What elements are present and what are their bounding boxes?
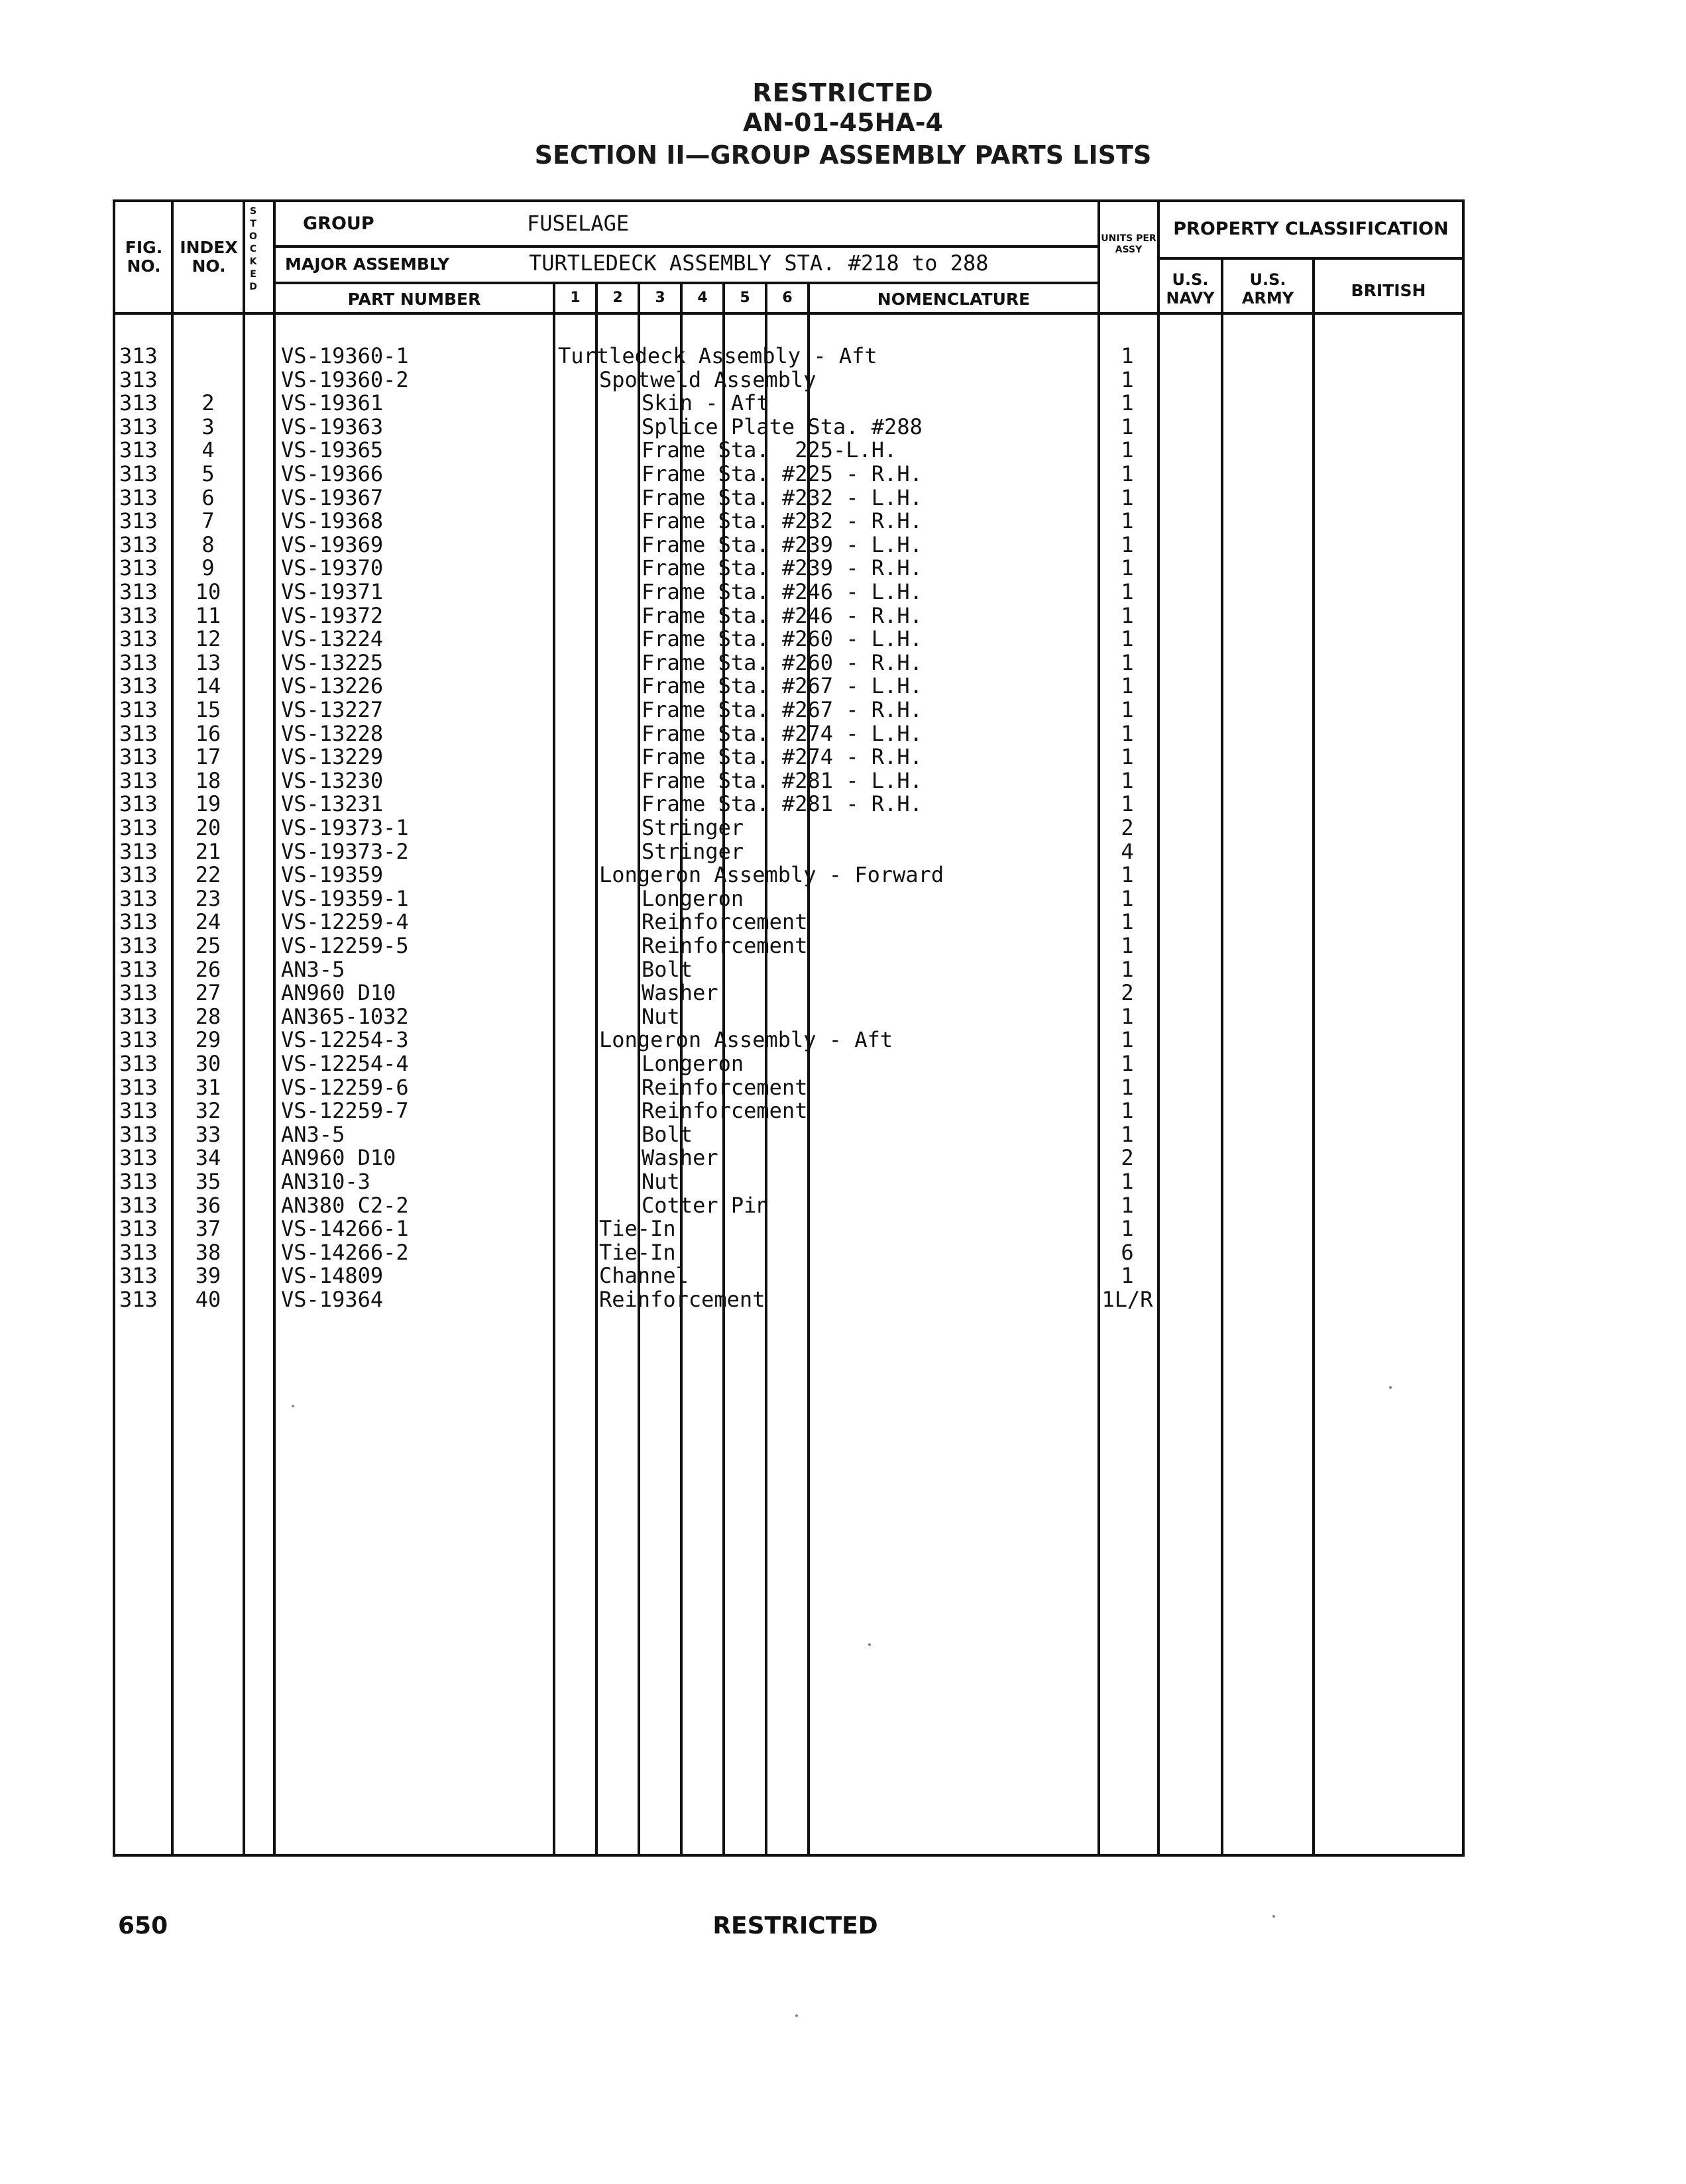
part-number-cell: VS-12259-5: [281, 933, 409, 958]
fig-no-cell: 313: [119, 414, 158, 439]
fig-no-cell: 313: [119, 791, 158, 816]
level-4-header: 4: [697, 290, 708, 306]
fig-no-cell: 313: [119, 1287, 158, 1312]
us-navy-header: U.S. NAVY: [1166, 270, 1215, 307]
units-cell: 1: [1121, 1263, 1134, 1288]
units-cell: 1L/R: [1101, 1287, 1153, 1312]
units-cell: 6: [1121, 1240, 1134, 1265]
fig-no-cell: 313: [119, 579, 158, 604]
index-no-cell: 15: [195, 697, 221, 722]
units-navy-divider: [1157, 199, 1160, 1857]
units-cell: 1: [1121, 957, 1134, 982]
part-number-cell: VS-19363: [281, 414, 384, 439]
nomenclature-cell: Frame Sta. #281 - R.H.: [642, 791, 923, 816]
nomenclature-cell: Skin - Aft: [642, 390, 769, 415]
index-no-cell: 18: [195, 768, 221, 793]
units-cell: 1: [1121, 1216, 1134, 1241]
units-cell: 1: [1121, 909, 1134, 934]
units-cell: 2: [1121, 1145, 1134, 1170]
nomenclature-cell: Frame Sta. #246 - L.H.: [642, 579, 923, 604]
units-cell: 1: [1121, 343, 1134, 368]
index-no-cell: 2: [201, 390, 215, 415]
group-value: FUSELAGE: [527, 211, 630, 236]
units-cell: 1: [1121, 579, 1134, 604]
nomenclature-cell: Nut: [642, 1169, 680, 1194]
stocked-letter: K: [249, 256, 257, 267]
units-per-assy-header: UNITS PER ASSY: [1101, 233, 1156, 255]
part-number-cell: VS-19370: [281, 555, 384, 580]
nomenclature-cell: Frame Sta. #267 - R.H.: [642, 697, 923, 722]
nomenclature-cell: Washer: [642, 1145, 718, 1170]
fig-no-cell: 313: [119, 1075, 158, 1100]
fig-no-cell: 313: [119, 768, 158, 793]
units-cell: 1: [1121, 437, 1134, 463]
part-number-cell: AN960 D10: [281, 1145, 396, 1170]
nomenclature-cell: Longeron Assembly - Forward: [599, 862, 944, 887]
part-number-cell: VS-13225: [281, 650, 384, 675]
fig-no-cell: 313: [119, 815, 158, 840]
index-no-cell: 31: [195, 1075, 221, 1100]
fig-no-cell: 313: [119, 485, 158, 510]
level1-level2-divider: [595, 282, 598, 1857]
units-cell: 1: [1121, 791, 1134, 816]
index-no-cell: 16: [195, 721, 221, 746]
nomenclature-cell: Reinforcement: [642, 1075, 808, 1100]
units-cell: 1: [1121, 1169, 1134, 1194]
nomenclature-cell: Frame Sta. #239 - L.H.: [642, 532, 923, 557]
nomenclature-cell: Reinforcement: [599, 1287, 765, 1312]
restricted-marking-top: RESTRICTED: [752, 78, 934, 107]
fig-no-cell: 313: [119, 673, 158, 698]
part-number-cell: VS-19373-2: [281, 839, 409, 864]
units-cell: 1: [1121, 1193, 1134, 1218]
nomenclature-cell: Reinforcement: [642, 1098, 808, 1123]
index-no-cell: 32: [195, 1098, 221, 1123]
units-cell: 1: [1121, 1004, 1134, 1029]
part-number-cell: VS-13228: [281, 721, 384, 746]
units-cell: 1: [1121, 1027, 1134, 1052]
fig-no-cell: 313: [119, 1216, 158, 1241]
level-2-header: 2: [612, 290, 623, 306]
part-number-cell: VS-13230: [281, 768, 384, 793]
table-bottom-rule: [113, 1854, 1465, 1857]
units-cell: 1: [1121, 862, 1134, 887]
part-number-cell: VS-19364: [281, 1287, 384, 1312]
index-no-cell: 26: [195, 957, 221, 982]
index-no-cell: [176, 345, 240, 368]
part-number-cell: VS-19359-1: [281, 886, 409, 911]
stocked-letter: E: [250, 269, 256, 280]
fig-no-cell: 313: [119, 886, 158, 911]
index-no-cell: 13: [195, 650, 221, 675]
units-cell: 4: [1121, 839, 1134, 864]
scan-speck: [1272, 1915, 1275, 1918]
part-number-cell: VS-14266-1: [281, 1216, 409, 1241]
part-number-cell: VS-14266-2: [281, 1240, 409, 1265]
fig-no-cell: 313: [119, 1051, 158, 1076]
fig-no-cell: 313: [119, 626, 158, 651]
units-cell: 1: [1121, 886, 1134, 911]
document-number: AN-01-45HA-4: [743, 108, 943, 137]
part-number-cell: VS-12254-4: [281, 1051, 409, 1076]
index-no-cell: 28: [195, 1004, 221, 1029]
fig-no-cell: 313: [119, 555, 158, 580]
index-no-cell: 4: [201, 437, 215, 463]
index-no-cell: 29: [195, 1027, 221, 1052]
major-assembly-row-rule: [275, 282, 1100, 284]
nomenclature-cell: Frame Sta. #246 - R.H.: [642, 603, 923, 628]
fig-no-cell: 313: [119, 1145, 158, 1170]
nomenclature-cell: Bolt: [642, 1122, 693, 1147]
us-army-header: U.S. ARMY: [1241, 270, 1294, 307]
nomenclature-cell: Longeron: [642, 1051, 744, 1076]
nomenclature-cell: Tie-In: [599, 1240, 676, 1265]
restricted-marking-bottom: RESTRICTED: [712, 1912, 878, 1939]
table-left-rule: [113, 199, 115, 1857]
part-number-cell: VS-19369: [281, 532, 384, 557]
units-cell: 2: [1121, 980, 1134, 1005]
part-number-cell: AN365-1032: [281, 1004, 409, 1029]
fig-no-cell: 313: [119, 437, 158, 463]
fig-no-header: FIG. NO.: [125, 238, 163, 276]
scan-speck: [292, 1405, 294, 1407]
index-no-cell: 5: [201, 461, 215, 486]
level-6-header: 6: [782, 290, 793, 306]
fig-no-cell: 313: [119, 980, 158, 1005]
part-level1-divider: [553, 282, 555, 1857]
group-row-rule: [275, 245, 1100, 248]
stocked-part-divider: [273, 199, 276, 1857]
units-cell: 1: [1121, 555, 1134, 580]
fig-no-cell: 313: [119, 1169, 158, 1194]
nomenclature-cell: Cotter Pin: [642, 1193, 769, 1218]
nomenclature-cell: Frame Sta. #267 - L.H.: [642, 673, 923, 698]
fig-no-cell: 313: [119, 697, 158, 722]
part-number-cell: AN3-5: [281, 1122, 345, 1147]
index-no-cell: 3: [201, 414, 215, 439]
fig-no-cell: 313: [119, 839, 158, 864]
part-number-cell: VS-19366: [281, 461, 384, 486]
index-stocked-divider: [243, 199, 245, 1857]
index-no-cell: 21: [195, 839, 221, 864]
index-no-cell: 25: [195, 933, 221, 958]
fig-no-cell: 313: [119, 721, 158, 746]
fig-no-cell: 313: [119, 1122, 158, 1147]
units-cell: 1: [1121, 933, 1134, 958]
units-cell: 1: [1121, 697, 1134, 722]
index-no-cell: 27: [195, 980, 221, 1005]
units-cell: 1: [1121, 414, 1134, 439]
units-cell: 1: [1121, 390, 1134, 415]
nomenclature-cell: Frame Sta. #232 - R.H.: [642, 508, 923, 533]
index-no-cell: 34: [195, 1145, 221, 1170]
index-no-cell: 9: [201, 555, 215, 580]
table-top-rule: [113, 199, 1465, 202]
part-number-cell: VS-14809: [281, 1263, 384, 1288]
units-cell: 1: [1121, 1051, 1134, 1076]
nomenclature-cell: Frame Sta. #225 - R.H.: [642, 461, 923, 486]
part-number-cell: VS-12254-3: [281, 1027, 409, 1052]
part-number-cell: VS-19371: [281, 579, 384, 604]
index-no-cell: 14: [195, 673, 221, 698]
nomenclature-cell: Splice Plate Sta. #288: [642, 414, 923, 439]
fig-no-cell: 313: [119, 1240, 158, 1265]
stocked-letter: S: [249, 206, 257, 217]
part-number-cell: VS-19373-1: [281, 815, 409, 840]
fig-no-cell: 313: [119, 957, 158, 982]
index-no-cell: 35: [195, 1169, 221, 1194]
british-header: BRITISH: [1351, 281, 1426, 300]
fig-no-cell: 313: [119, 1004, 158, 1029]
nomenclature-cell: Frame Sta. #260 - L.H.: [642, 626, 923, 651]
fig-index-divider: [171, 199, 174, 1857]
fig-no-cell: 313: [119, 508, 158, 533]
units-cell: 1: [1121, 603, 1134, 628]
part-number-cell: VS-12259-7: [281, 1098, 409, 1123]
index-no-cell: 20: [195, 815, 221, 840]
index-no-cell: 39: [195, 1263, 221, 1288]
fig-no-cell: 313: [119, 367, 158, 392]
nomenclature-cell: Frame Sta. #274 - L.H.: [642, 721, 923, 746]
part-number-cell: VS-13229: [281, 744, 384, 769]
nomenclature-cell: Nut: [642, 1004, 680, 1029]
part-number-cell: VS-19368: [281, 508, 384, 533]
units-cell: 1: [1121, 508, 1134, 533]
units-cell: 1: [1121, 485, 1134, 510]
stocked-header: [245, 205, 261, 294]
nomenclature-cell: Frame Sta. 225-L.H.: [642, 437, 897, 463]
fig-no-cell: 313: [119, 461, 158, 486]
section-title: SECTION II—GROUP ASSEMBLY PARTS LISTS: [534, 140, 1152, 170]
fig-no-cell: 313: [119, 744, 158, 769]
nomenclature-cell: Channel: [599, 1263, 689, 1288]
index-no-cell: 17: [195, 744, 221, 769]
stocked-letter: O: [249, 231, 257, 242]
nomenclature-cell: Tie-In: [599, 1216, 676, 1241]
nomenclature-cell: Longeron: [642, 886, 744, 911]
fig-no-cell: 313: [119, 603, 158, 628]
nomenclature-cell: Stringer: [642, 815, 744, 840]
index-no-cell: 22: [195, 862, 221, 887]
part-number-cell: AN3-5: [281, 957, 345, 982]
nomenclature-cell: Frame Sta. #281 - L.H.: [642, 768, 923, 793]
index-no-cell: 30: [195, 1051, 221, 1076]
index-no-cell: 6: [201, 485, 215, 510]
nomenclature-cell: Frame Sta. #239 - R.H.: [642, 555, 923, 580]
part-number-cell: VS-13224: [281, 626, 384, 651]
fig-no-cell: 313: [119, 1193, 158, 1218]
army-british-divider: [1312, 257, 1315, 1857]
part-number-header: PART NUMBER: [347, 290, 481, 309]
group-label: GROUP: [303, 213, 374, 234]
units-cell: 1: [1121, 1075, 1134, 1100]
nomenclature-cell: Reinforcement: [642, 909, 808, 934]
part-number-cell: AN310-3: [281, 1169, 370, 1194]
part-number-cell: AN960 D10: [281, 980, 396, 1005]
fig-no-cell: 313: [119, 1027, 158, 1052]
units-cell: 1: [1121, 768, 1134, 793]
nomenclature-cell: Stringer: [642, 839, 744, 864]
scan-speck: [868, 1643, 871, 1646]
page-number: 650: [118, 1912, 168, 1939]
units-cell: 1: [1121, 650, 1134, 675]
major-assembly-label: MAJOR ASSEMBLY: [285, 254, 450, 274]
nomenclature-cell: Frame Sta. #274 - R.H.: [642, 744, 923, 769]
fig-no-cell: 313: [119, 933, 158, 958]
units-cell: 1: [1121, 532, 1134, 557]
units-cell: 1: [1121, 721, 1134, 746]
index-no-cell: 36: [195, 1193, 221, 1218]
scan-speck: [1389, 1386, 1392, 1389]
fig-no-cell: 313: [119, 909, 158, 934]
level-3-header: 3: [655, 290, 665, 306]
nomenclature-cell: Washer: [642, 980, 718, 1005]
part-number-cell: VS-19367: [281, 485, 384, 510]
part-number-cell: VS-19359: [281, 862, 384, 887]
nomenclature-header: NOMENCLATURE: [877, 290, 1031, 309]
part-number-cell: VS-19360-2: [281, 367, 409, 392]
fig-no-cell: 313: [119, 532, 158, 557]
index-no-cell: 23: [195, 886, 221, 911]
part-number-cell: VS-19372: [281, 603, 384, 628]
property-classification-header: PROPERTY CLASSIFICATION: [1173, 219, 1449, 239]
part-number-cell: VS-19361: [281, 390, 384, 415]
nomenclature-cell: Longeron Assembly - Aft: [599, 1027, 893, 1052]
units-cell: 1: [1121, 1098, 1134, 1123]
part-number-cell: VS-13231: [281, 791, 384, 816]
nomenclature-cell: Frame Sta. #232 - L.H.: [642, 485, 923, 510]
fig-no-cell: 313: [119, 1263, 158, 1288]
units-cell: 1: [1121, 626, 1134, 651]
index-no-cell: [176, 368, 240, 392]
level-1-header: 1: [570, 290, 581, 306]
index-no-cell: 19: [195, 791, 221, 816]
nomenclature-cell: Frame Sta. #260 - R.H.: [642, 650, 923, 675]
index-no-cell: 12: [195, 626, 221, 651]
part-number-cell: VS-19360-1: [281, 343, 409, 368]
fig-no-cell: 313: [119, 390, 158, 415]
index-no-cell: 38: [195, 1240, 221, 1265]
index-no-cell: 11: [195, 603, 221, 628]
property-header-rule: [1157, 257, 1465, 260]
nomenclature-cell: Bolt: [642, 957, 693, 982]
header-bottom-rule: [113, 312, 1465, 315]
units-cell: 1: [1121, 744, 1134, 769]
index-no-cell: 24: [195, 909, 221, 934]
units-cell: 2: [1121, 815, 1134, 840]
part-number-cell: VS-12259-4: [281, 909, 409, 934]
index-no-cell: 33: [195, 1122, 221, 1147]
units-cell: 1: [1121, 367, 1134, 392]
index-no-cell: 7: [201, 508, 215, 533]
part-number-cell: AN380 C2-2: [281, 1193, 409, 1218]
units-cell: 1: [1121, 1122, 1134, 1147]
part-number-cell: VS-13227: [281, 697, 384, 722]
navy-army-divider: [1221, 257, 1223, 1857]
fig-no-cell: 313: [119, 343, 158, 368]
fig-no-cell: 313: [119, 1098, 158, 1123]
table-right-rule: [1462, 199, 1465, 1857]
fig-no-cell: 313: [119, 862, 158, 887]
index-no-cell: 8: [201, 532, 215, 557]
units-cell: 1: [1121, 461, 1134, 486]
fig-no-cell: 313: [119, 650, 158, 675]
index-no-header: INDEX NO.: [180, 238, 238, 276]
level-5-header: 5: [740, 290, 750, 306]
part-number-cell: VS-19365: [281, 437, 384, 463]
part-number-cell: VS-13226: [281, 673, 384, 698]
index-no-cell: 37: [195, 1216, 221, 1241]
scan-speck: [795, 2014, 798, 2017]
level2-level3-divider: [638, 282, 640, 1857]
index-no-cell: 10: [195, 579, 221, 604]
part-number-cell: VS-12259-6: [281, 1075, 409, 1100]
nomenclature-cell: Reinforcement: [642, 933, 808, 958]
stocked-letter: T: [250, 219, 256, 229]
stocked-letter: D: [249, 282, 257, 292]
major-assembly-value: TURTLEDECK ASSEMBLY STA. #218 to 288: [529, 250, 989, 276]
nomenclature-cell: Turtledeck Assembly - Aft: [558, 343, 877, 368]
units-cell: 1: [1121, 673, 1134, 698]
nomenclature-cell: Spotweld Assembly: [599, 367, 816, 392]
stocked-letter: C: [249, 244, 257, 254]
index-no-cell: 40: [195, 1287, 221, 1312]
